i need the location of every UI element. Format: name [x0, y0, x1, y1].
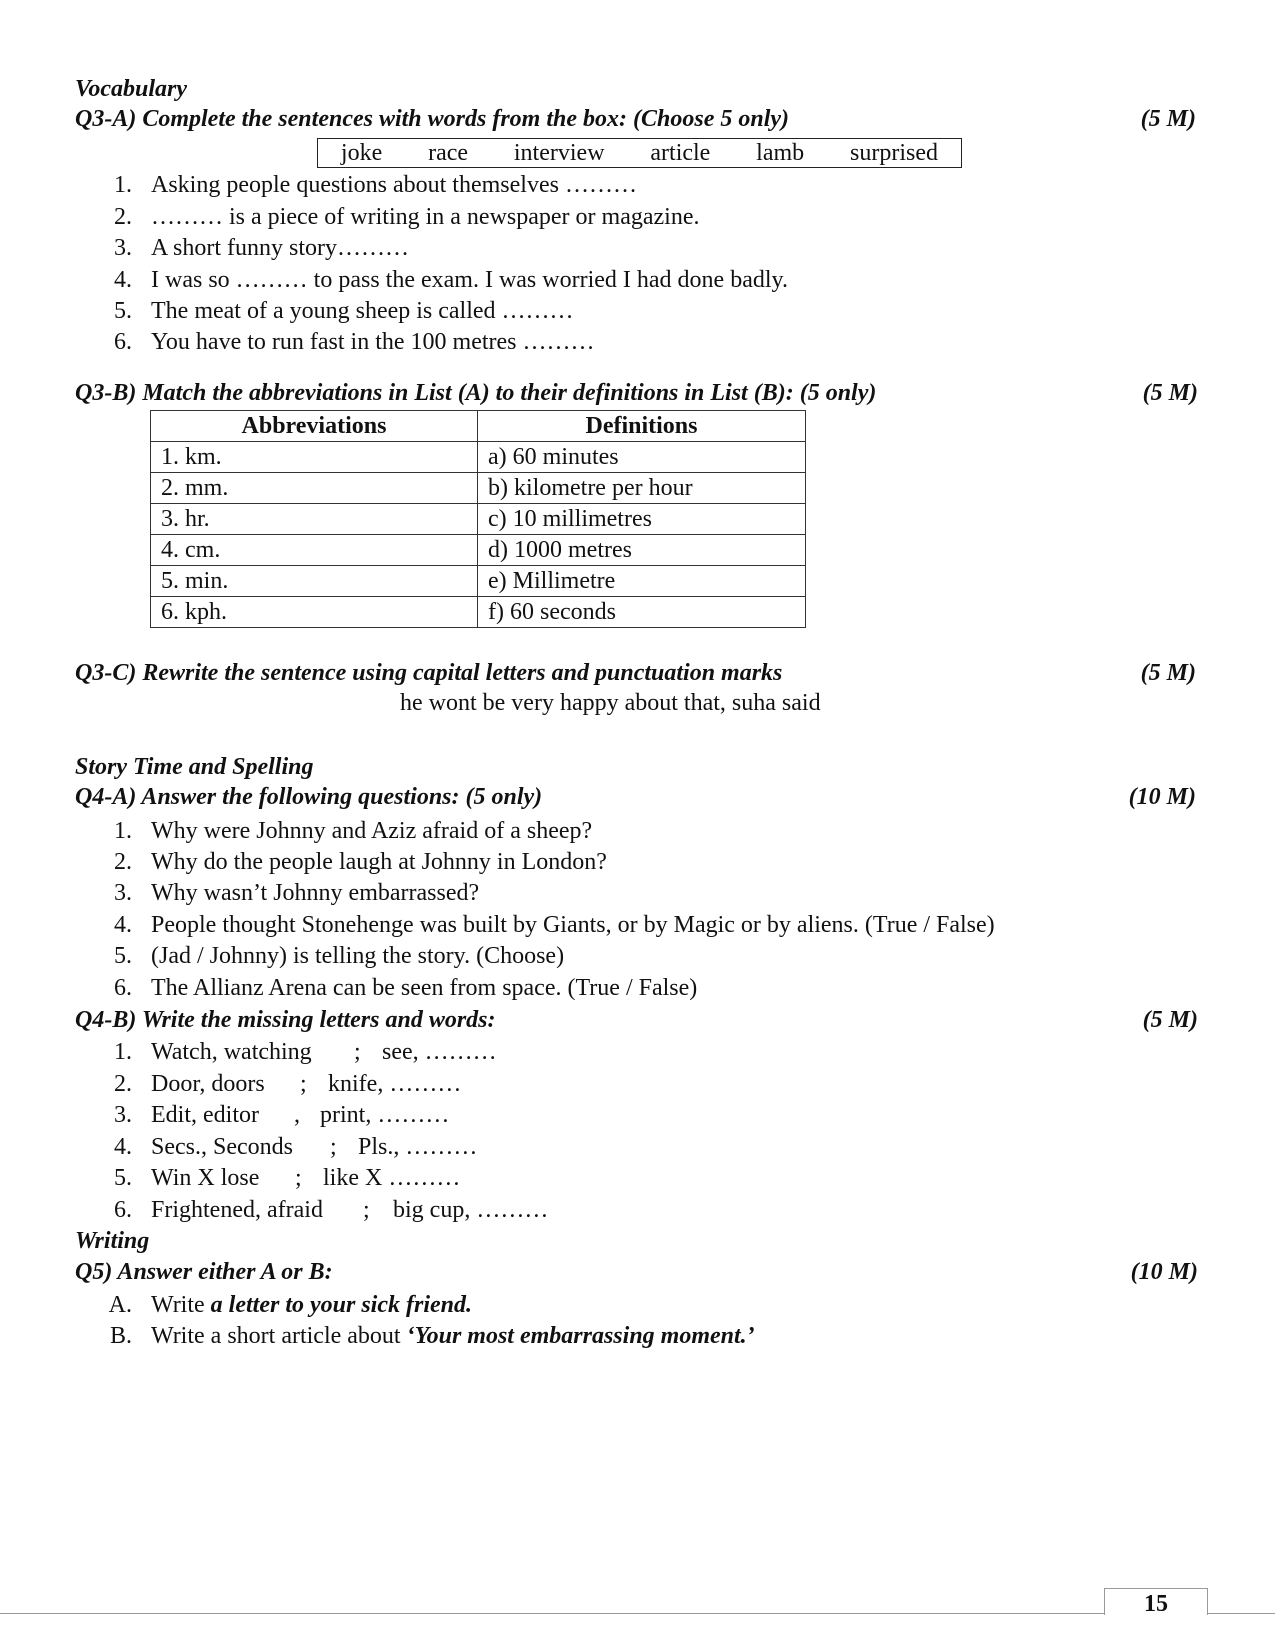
definition-cell: e) Millimetre: [478, 566, 806, 597]
item-number: 2.: [114, 204, 132, 230]
table-row: [151, 504, 806, 535]
definition-cell: a) 60 minutes: [478, 442, 806, 473]
list-item: Asking people questions about themselves ………: [151, 172, 637, 198]
item-number: 4.: [114, 912, 132, 938]
separator: ;: [300, 1071, 307, 1097]
option-b-topic: ‘Your most embarrassing moment.’: [406, 1323, 755, 1349]
column-header-definitions: Definitions: [478, 411, 806, 442]
list-item: The meat of a young sheep is called ………: [151, 298, 574, 324]
word-pair-example: Frightened, afraid: [151, 1197, 323, 1223]
item-number: 2.: [114, 1071, 132, 1097]
abbreviation-cell: 4. cm.: [151, 535, 478, 566]
word-pair-example: Door, doors: [151, 1071, 265, 1097]
abbreviation-cell: 3. hr.: [151, 504, 478, 535]
option-a-topic: a letter to your sick friend.: [210, 1292, 472, 1318]
separator: ;: [363, 1197, 370, 1223]
word-pair-example: Secs., Seconds: [151, 1134, 293, 1160]
word-pair-task: big cup, ………: [393, 1197, 549, 1223]
table-row: [151, 535, 806, 566]
option-label-a: A.: [108, 1292, 132, 1318]
list-item: (Jad / Johnny) is telling the story. (Choose): [151, 943, 565, 969]
list-item: The Allianz Arena can be seen from space. (True / False): [151, 975, 698, 1001]
table-row: [151, 473, 806, 504]
item-number: 4.: [114, 267, 132, 293]
option-label-b: B.: [109, 1323, 132, 1349]
definition-cell: c) 10 millimetres: [478, 504, 806, 535]
word-pair-task: like X ………: [323, 1165, 461, 1191]
item-number: 6.: [114, 975, 132, 1001]
list-item: Why were Johnny and Aziz afraid of a sheep?: [151, 818, 593, 844]
item-number: 5.: [114, 1165, 132, 1191]
item-number: 3.: [114, 1102, 132, 1128]
separator: ,: [294, 1102, 300, 1128]
box-word: joke: [340, 140, 383, 166]
q3c-marks: (5 M): [1140, 660, 1196, 686]
box-word: article: [650, 140, 711, 166]
definition-cell: f) 60 seconds: [478, 597, 806, 628]
abbreviation-table: [150, 410, 806, 628]
q3b-title: Q3-B) Match the abbreviations in List (A) to their definitions in List (B): (5 only): [75, 380, 877, 406]
item-number: 1.: [114, 818, 132, 844]
footer-divider: [0, 1613, 1275, 1614]
item-number: 5.: [114, 943, 132, 969]
page-number: 15: [1104, 1588, 1208, 1615]
list-item: Why wasn’t Johnny embarrassed?: [151, 880, 480, 906]
box-word: race: [428, 140, 469, 166]
q4b-marks: (5 M): [1142, 1007, 1198, 1033]
word-pair-task: Pls., ………: [358, 1134, 478, 1160]
list-item: Why do the people laugh at Johnny in London?: [151, 849, 607, 875]
definition-cell: d) 1000 metres: [478, 535, 806, 566]
word-pair-example: Edit, editor: [151, 1102, 259, 1128]
box-word: lamb: [756, 140, 805, 166]
option-a: [151, 1292, 472, 1319]
q4a-title: Q4-A) Answer the following questions: (5 only): [75, 784, 543, 810]
abbreviation-cell: 2. mm.: [151, 473, 478, 504]
word-pair-task: see, ………: [382, 1039, 497, 1065]
item-number: 6.: [114, 1197, 132, 1223]
item-number: 3.: [114, 235, 132, 261]
box-word: interview: [513, 140, 605, 166]
option-b-prefix: Write a short article about: [151, 1323, 401, 1349]
separator: ;: [330, 1134, 337, 1160]
option-a-prefix: Write: [151, 1292, 205, 1318]
abbreviation-cell: 1. km.: [151, 442, 478, 473]
item-number: 2.: [114, 849, 132, 875]
q4b-title: Q4-B) Write the missing letters and words:: [75, 1007, 496, 1033]
table-row: [151, 566, 806, 597]
word-box: [317, 138, 962, 168]
column-header-abbreviations: Abbreviations: [151, 411, 478, 442]
section-writing: Writing: [75, 1228, 150, 1254]
q5-title: Q5) Answer either A or B:: [75, 1259, 333, 1285]
q3b-marks: (5 M): [1142, 380, 1198, 406]
q5-marks: (10 M): [1130, 1259, 1198, 1285]
word-pair-example: Win X lose: [151, 1165, 260, 1191]
list-item: People thought Stonehenge was built by Giants, or by Magic or by aliens. (True / False): [151, 912, 995, 938]
list-item: A short funny story………: [151, 235, 409, 261]
word-pair-task: print, ………: [320, 1102, 450, 1128]
q3a-title: Q3-A) Complete the sentences with words from the box: (Choose 5 only): [75, 106, 789, 132]
item-number: 6.: [114, 329, 132, 355]
abbreviation-cell: 6. kph.: [151, 597, 478, 628]
q4a-marks: (10 M): [1128, 784, 1196, 810]
separator: ;: [354, 1039, 361, 1065]
item-number: 5.: [114, 298, 132, 324]
abbreviation-cell: 5. min.: [151, 566, 478, 597]
item-number: 3.: [114, 880, 132, 906]
list-item: You have to run fast in the 100 metres ………: [151, 329, 595, 355]
item-number: 1.: [114, 172, 132, 198]
q3c-title: Q3-C) Rewrite the sentence using capital letters and punctuation marks: [75, 660, 783, 686]
item-number: 1.: [114, 1039, 132, 1065]
list-item: I was so ……… to pass the exam. I was worried I had done badly.: [151, 267, 788, 293]
q3a-marks: (5 M): [1140, 106, 1196, 132]
word-pair-example: Watch, watching: [151, 1039, 312, 1065]
box-word: surprised: [850, 140, 938, 166]
table-row: [151, 597, 806, 628]
definition-cell: b) kilometre per hour: [478, 473, 806, 504]
section-story-time: Story Time and Spelling: [75, 754, 314, 780]
list-item: ……… is a piece of writing in a newspaper or magazine.: [151, 204, 700, 230]
word-pair-task: knife, ………: [328, 1071, 462, 1097]
item-number: 4.: [114, 1134, 132, 1160]
table-row: [151, 442, 806, 473]
rewrite-sentence: he wont be very happy about that, suha said: [400, 690, 821, 716]
separator: ;: [295, 1165, 302, 1191]
section-vocabulary: Vocabulary: [75, 76, 188, 102]
option-b: [151, 1323, 755, 1350]
